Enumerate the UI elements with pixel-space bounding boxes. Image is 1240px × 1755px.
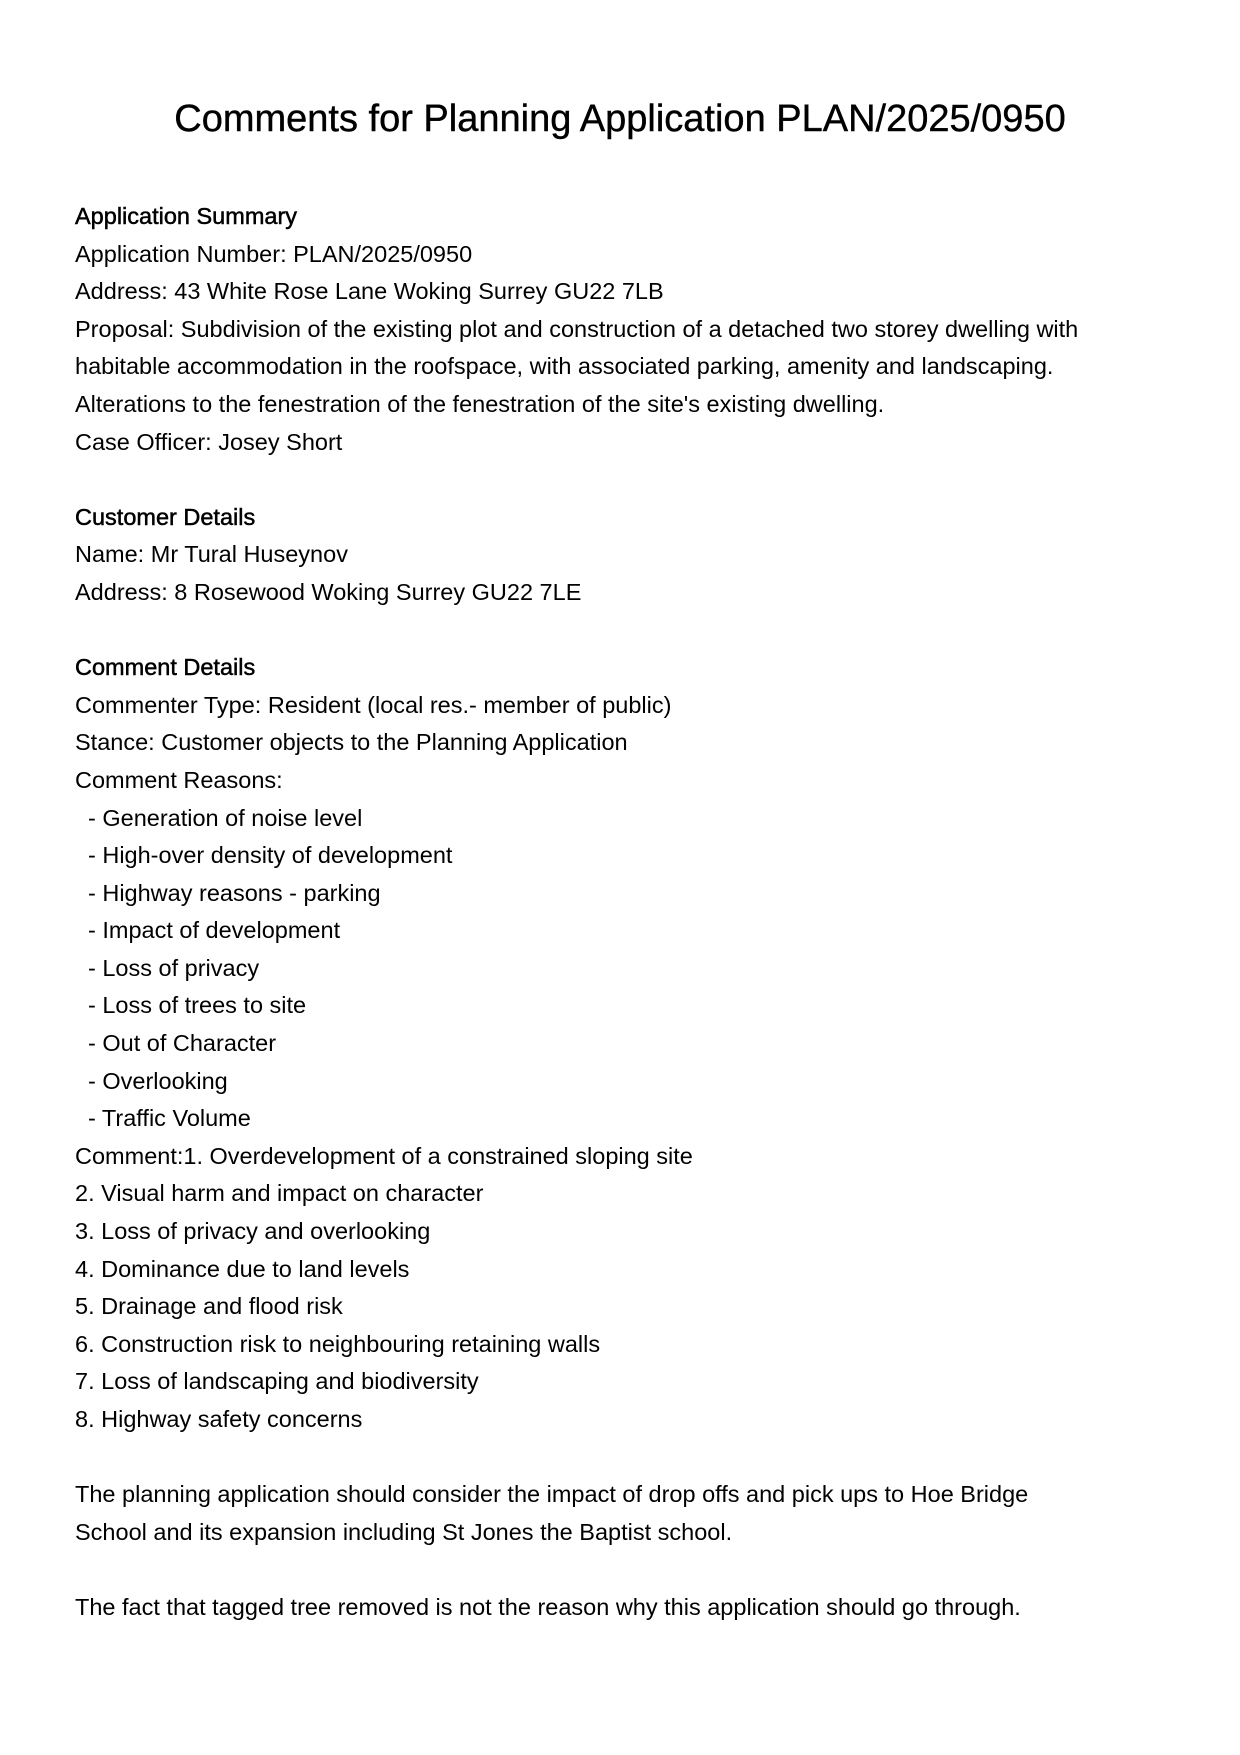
application-summary-heading: Application Summary xyxy=(75,203,298,229)
customer-details-heading: Customer Details xyxy=(75,503,256,530)
document-title: Comments for Planning Application PLAN/2025/0950 xyxy=(174,98,1066,140)
comment-point: 5. Drainage and flood risk xyxy=(75,1293,343,1320)
customer-details-section xyxy=(75,499,1175,612)
document-body xyxy=(75,198,1175,1627)
comment-reasons-label: Comment Reasons: xyxy=(75,766,283,793)
comment-paragraph-line: School and its expansion including St Jones the Baptist school. xyxy=(75,1518,733,1545)
application-summary-section xyxy=(75,198,1175,461)
comment-point: Comment:1. Overdevelopment of a constrained sloping site xyxy=(75,1142,693,1169)
stance: Stance: Customer objects to the Planning Application xyxy=(75,729,628,756)
proposal-line: Alterations to the fenestration of the fenestration of the site's existing dwelling. xyxy=(75,390,885,417)
proposal-line: habitable accommodation in the roofspace, with associated parking, amenity and landscaping. xyxy=(75,353,1054,380)
application-address: Address: 43 White Rose Lane Woking Surrey GU22 7LB xyxy=(75,278,664,305)
comment-reason-item: - Impact of development xyxy=(88,917,341,944)
comment-reason-item: - Loss of privacy xyxy=(88,954,260,981)
comment-reason-item: - Highway reasons - parking xyxy=(88,879,381,906)
comment-point: 7. Loss of landscaping and biodiversity xyxy=(75,1368,479,1395)
comment-reason-item: - Loss of trees to site xyxy=(88,992,307,1019)
comment-reason-item: - Traffic Volume xyxy=(88,1105,251,1132)
comment-point: 3. Loss of privacy and overlooking xyxy=(75,1218,431,1245)
spacer xyxy=(75,461,1175,499)
comment-details-heading: Comment Details xyxy=(75,654,256,681)
proposal-line: Proposal: Subdivision of the existing plot and construction of a detached two storey dwelling with xyxy=(75,315,1079,342)
application-number: Application Number: PLAN/2025/0950 xyxy=(75,240,473,267)
comment-point: 6. Construction risk to neighbouring retaining walls xyxy=(75,1330,601,1357)
customer-address: Address: 8 Rosewood Woking Surrey GU22 7LE xyxy=(75,578,582,605)
comment-point: 8. Highway safety concerns xyxy=(75,1406,363,1432)
case-officer: Case Officer: Josey Short xyxy=(75,428,343,455)
comment-reason-item: - Out of Character xyxy=(88,1030,277,1057)
comment-details-section xyxy=(75,649,1175,1626)
comment-reason-item: - High-over density of development xyxy=(88,842,453,869)
spacer xyxy=(75,1551,1175,1589)
customer-name: Name: Mr Tural Huseynov xyxy=(75,541,348,568)
comment-point: 4. Dominance due to land levels xyxy=(75,1255,410,1282)
spacer xyxy=(75,612,1175,650)
commenter-type: Commenter Type: Resident (local res.- member of public) xyxy=(75,691,672,718)
comment-paragraph: The fact that tagged tree removed is not the reason why this application should go through. xyxy=(75,1593,1021,1620)
spacer xyxy=(75,1439,1175,1477)
comment-reason-item: - Overlooking xyxy=(88,1067,228,1094)
comment-paragraph-line: The planning application should consider the impact of drop offs and pick ups to Hoe Bridge xyxy=(75,1481,1029,1508)
comment-reason-item: - Generation of noise level xyxy=(88,804,363,831)
comment-point: 2. Visual harm and impact on character xyxy=(75,1180,484,1207)
